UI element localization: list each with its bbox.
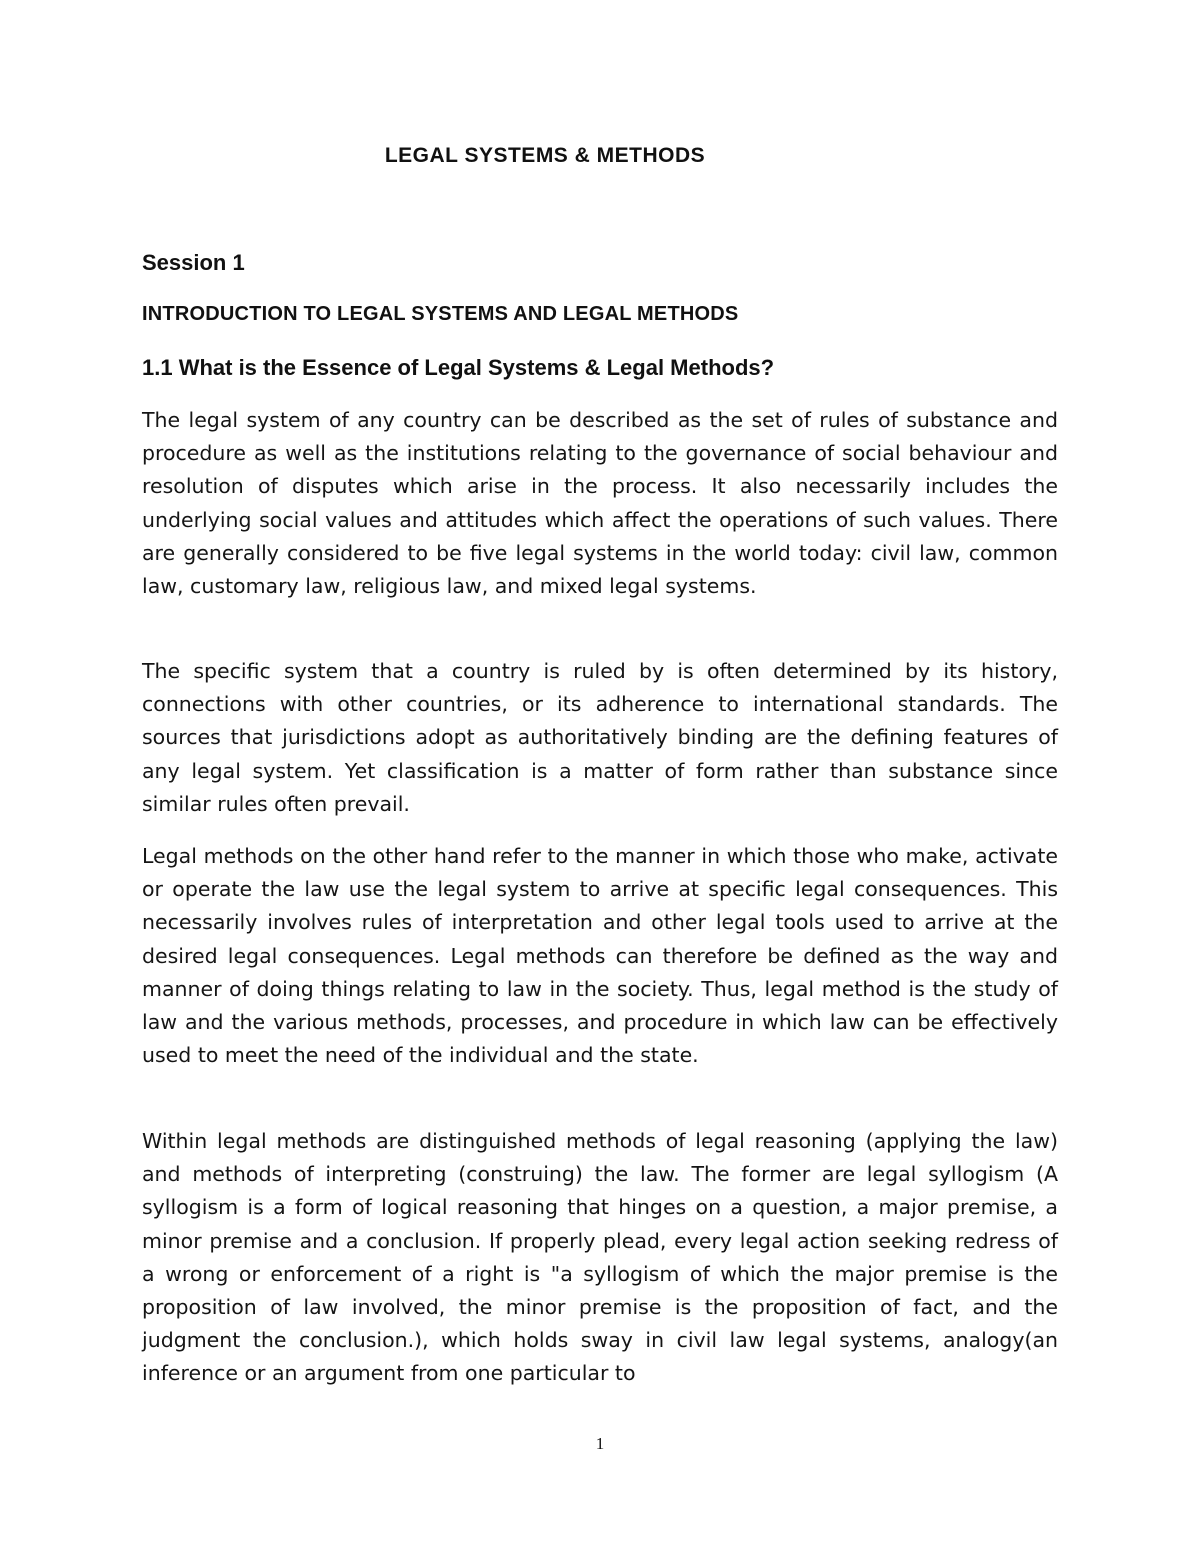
section-heading: 1.1 What is the Essence of Legal Systems & Legal Methods?	[142, 355, 775, 380]
paragraph-legal-system: The legal system of any country can be described as the set of rules of substance and procedure as well as the institutions relating to the governance of social behaviour and resolution of disputes which arise in the process. It also necessarily includes the underlying social values and attitudes which affect the operations of such values. There are generally considered to be five legal systems in the world today: civil law, common law, customary law, religious law, and mixed legal systems.	[142, 408, 1058, 599]
session-label: Session 1	[142, 250, 245, 275]
intro-heading: INTRODUCTION TO LEGAL SYSTEMS AND LEGAL METHODS	[142, 303, 739, 325]
page-number: 1	[595, 1434, 605, 1453]
paragraph-specific-system: The specific system that a country is ruled by is often determined by its history, connections with other countries, or its adherence to international standards. The sources that jurisdictions adopt as authoritatively binding are the defining features of any legal system. Yet classification is a matter of form rather than substance since similar rules often prevail.	[142, 659, 1058, 816]
document-title: LEGAL SYSTEMS & METHODS	[384, 144, 706, 167]
paragraph-legal-methods: Legal methods on the other hand refer to the manner in which those who make, activate or operate the law use the legal system to arrive at specific legal consequences. This necessarily involves rules of interpretation and other legal tools used to arrive at the desired legal consequences. Legal methods can therefore be defined as the way and manner of doing things relating to law in the society. Thus, legal method is the study of law and the various methods, processes, and procedure in which law can be effectively used to meet the need of the individual and the state.	[142, 844, 1058, 1068]
paragraph-legal-reasoning: Within legal methods are distinguished methods of legal reasoning (applying the law) and methods of interpreting (construing) the law. The former are legal syllogism (A syllogism is a form of logical reasoning that hinges on a question, a major premise, a minor premise and a conclusion. If properly plead, every legal action seeking redress of a wrong or enforcement of a right is "a syllogism of which the major premise is the proposition of law involved, the minor premise is the proposition of fact, and the judgment the conclusion.), which holds sway in civil law legal systems, analogy(an inference or an argument from one particular to	[142, 1129, 1058, 1386]
